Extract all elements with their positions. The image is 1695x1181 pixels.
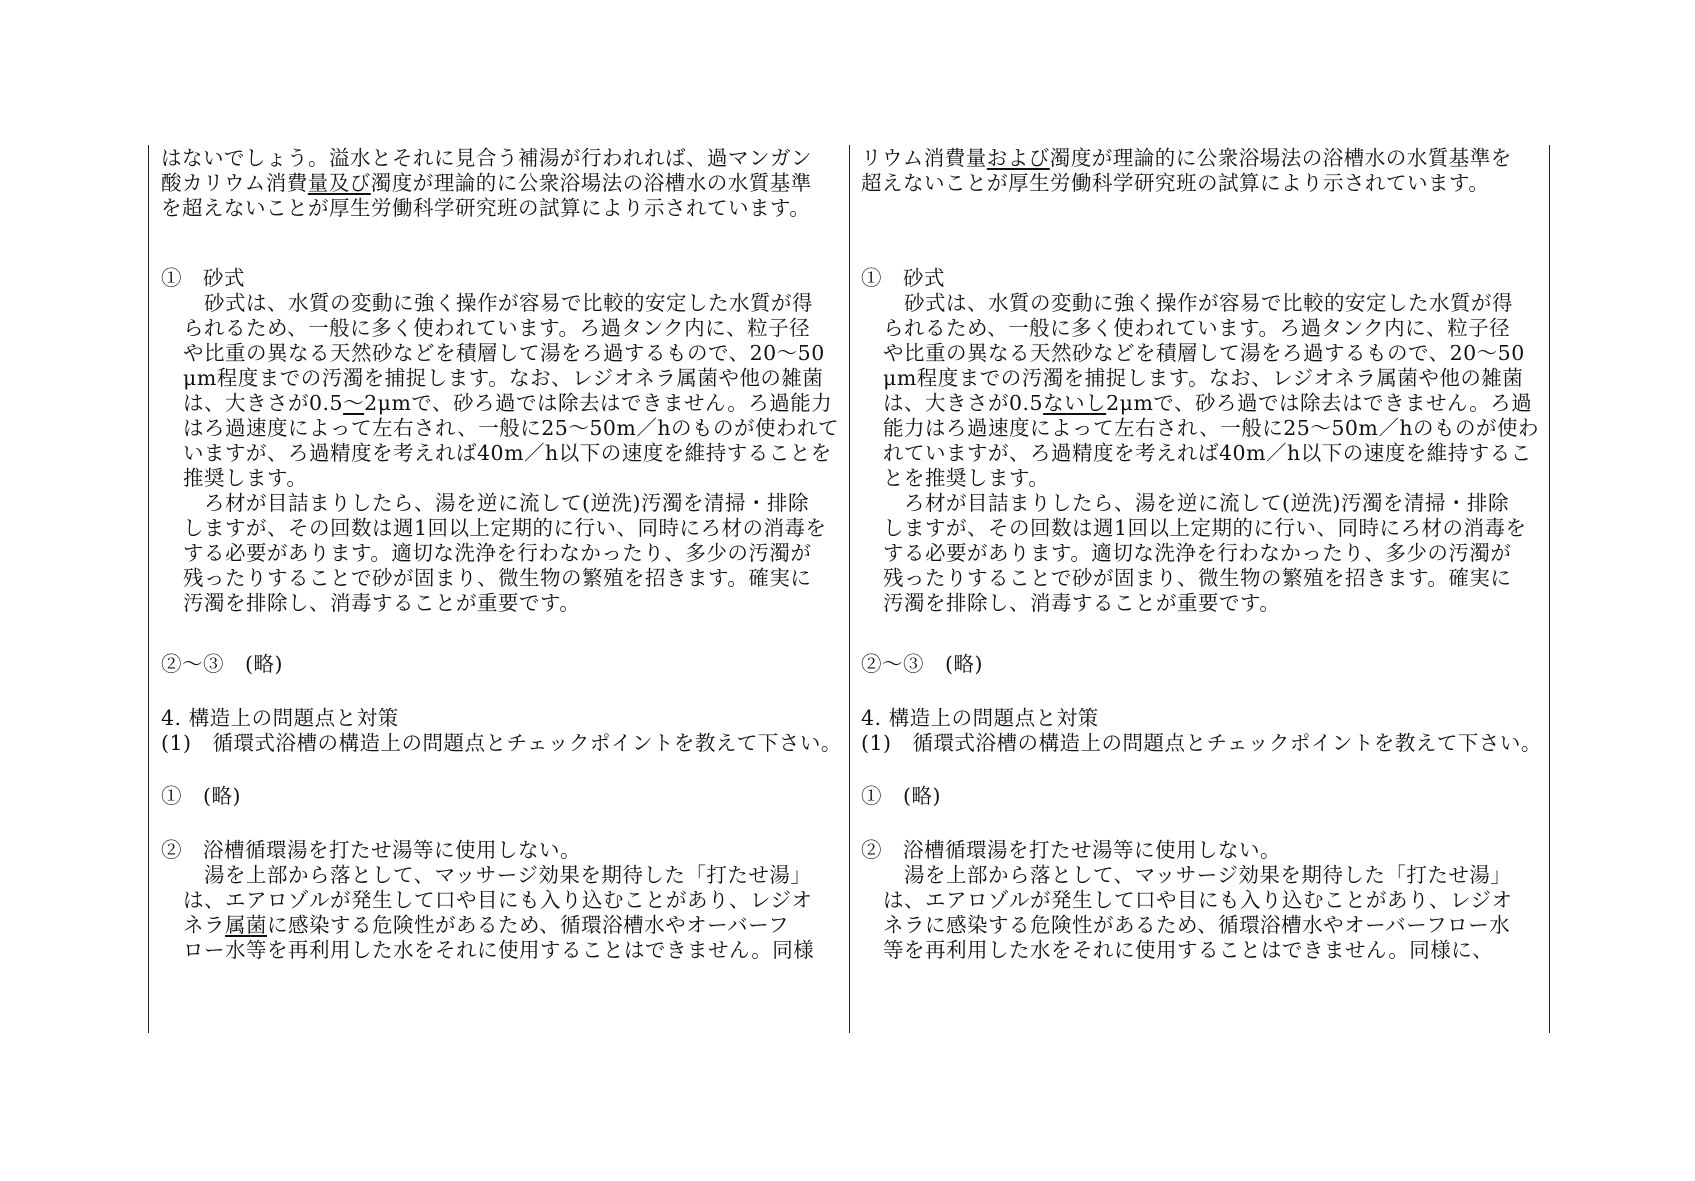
intro-line: リウム消費量および濁度が理論的に公衆浴場法の浴槽水の水質基準を	[861, 146, 1512, 170]
sand-paragraph-line: は、大きさが0.5～2μmで、砂ろ過では除去はできません。ろ過能力	[183, 391, 833, 415]
left-column	[161, 145, 843, 1033]
underlined-text: および	[986, 146, 1050, 170]
sand-paragraph-line: は、大きさが0.5ないし2μmで、砂ろ過では除去はできません。ろ過	[883, 391, 1533, 415]
item-heading: ② 浴槽循環湯を打たせ湯等に使用しない。	[861, 838, 1281, 862]
section-heading: 4. 構造上の問題点と対策	[161, 706, 399, 730]
sand-heading: ① 砂式	[161, 266, 245, 290]
underlined-text: 属菌	[225, 913, 267, 937]
sand-paragraph-line: はろ過速度によって左右され、一般に25～50m／hのものが使われて	[183, 416, 840, 440]
comparison-table	[148, 145, 1550, 1033]
intro-line: 超えないことが厚生労働科学研究班の試算により示されています。	[861, 171, 1490, 195]
underlined-text: ないし	[1043, 391, 1107, 415]
question-line: (1) 循環式浴槽の構造上の問題点とチェックポイントを教えて下さい。	[861, 731, 1542, 755]
omitted-item: ① (略)	[161, 784, 241, 808]
sand-paragraph-line: しますが、その回数は週1回以上定期的に行い、同時にろ材の消毒を	[183, 516, 827, 540]
sand-paragraph-line: 砂式は、水質の変動に強く操作が容易で比較的安定した水質が得	[183, 291, 813, 315]
underlined-text: 量及び	[307, 171, 371, 195]
item-body-line: ネラに感染する危険性があるため、循環浴槽水やオーバーフロー水	[883, 913, 1511, 937]
sand-paragraph-line: 能力はろ過速度によって左右され、一般に25～50m／hのものが使わ	[883, 416, 1540, 440]
item-body-line: 湯を上部から落として、マッサージ効果を期待した「打たせ湯」	[183, 863, 812, 887]
sand-paragraph-line: いますが、ろ過精度を考えれば40m／h以下の速度を維持することを	[183, 441, 832, 465]
sand-paragraph-line: や比重の異なる天然砂などを積層して湯をろ過するもので、20～50	[883, 341, 1525, 365]
item-body-line: ロー水等を再利用した水をそれに使用することはできません。同様	[183, 938, 815, 962]
sand-paragraph-line: μm程度までの汚濁を捕捉します。なお、レジオネラ属菌や他の雑菌	[883, 366, 1524, 390]
sand-paragraph-line: 砂式は、水質の変動に強く操作が容易で比較的安定した水質が得	[883, 291, 1513, 315]
omitted-items: ②～③ (略)	[161, 652, 283, 676]
intro-line: はないでしょう。溢水とそれに見合う補湯が行われれば、過マンガン	[161, 146, 812, 170]
item-body-line: ネラ属菌に感染する危険性があるため、循環浴槽水やオーバーフ	[183, 913, 790, 937]
sand-paragraph-line: しますが、その回数は週1回以上定期的に行い、同時にろ材の消毒を	[883, 516, 1527, 540]
sand-paragraph-line: ろ材が目詰まりしたら、湯を逆に流して(逆洗)汚濁を清掃・排除	[883, 491, 1509, 515]
sand-paragraph-line: られるため、一般に多く使われています。ろ過タンク内に、粒子径	[883, 316, 1511, 340]
question-line: (1) 循環式浴槽の構造上の問題点とチェックポイントを教えて下さい。	[161, 731, 842, 755]
sand-paragraph-line: 残ったりすることで砂が固まり、微生物の繁殖を招きます。確実に	[883, 566, 1512, 590]
sand-paragraph-line: られるため、一般に多く使われています。ろ過タンク内に、粒子径	[183, 316, 811, 340]
item-body-line: 等を再利用した水をそれに使用することはできません。同様に、	[883, 938, 1494, 962]
sand-paragraph-line: する必要があります。適切な洗浄を行わなかったり、多少の汚濁が	[183, 541, 812, 565]
intro-line: を超えないことが厚生労働科学研究班の試算により示されています。	[161, 196, 811, 220]
sand-paragraph-line: μm程度までの汚濁を捕捉します。なお、レジオネラ属菌や他の雑菌	[183, 366, 824, 390]
intro-line: 酸カリウム消費量及び濁度が理論的に公衆浴場法の浴槽水の水質基準	[161, 171, 812, 195]
sand-paragraph-line: れていますが、ろ過精度を考えれば40m／h以下の速度を維持するこ	[883, 441, 1532, 465]
sand-heading: ① 砂式	[861, 266, 945, 290]
right-column	[861, 145, 1543, 1033]
item-body-line: は、エアロゾルが発生して口や目にも入り込むことがあり、レジオ	[883, 888, 1513, 912]
sand-paragraph-line: 推奨します。	[183, 466, 308, 490]
sand-paragraph-line: ろ材が目詰まりしたら、湯を逆に流して(逆洗)汚濁を清掃・排除	[183, 491, 809, 515]
section-heading: 4. 構造上の問題点と対策	[861, 706, 1099, 730]
sand-paragraph-line: 残ったりすることで砂が固まり、微生物の繁殖を招きます。確実に	[183, 566, 812, 590]
omitted-items: ②～③ (略)	[861, 652, 983, 676]
item-heading: ② 浴槽循環湯を打たせ湯等に使用しない。	[161, 838, 581, 862]
sand-paragraph-line: や比重の異なる天然砂などを積層して湯をろ過するもので、20～50	[183, 341, 825, 365]
sand-paragraph-line: 汚濁を排除し、消毒することが重要です。	[883, 591, 1281, 615]
sand-paragraph-line: 汚濁を排除し、消毒することが重要です。	[183, 591, 581, 615]
column-divider	[849, 145, 850, 1033]
underlined-text: ～	[343, 391, 365, 415]
sand-paragraph-line: する必要があります。適切な洗浄を行わなかったり、多少の汚濁が	[883, 541, 1512, 565]
item-body-line: 湯を上部から落として、マッサージ効果を期待した「打たせ湯」	[883, 863, 1512, 887]
item-body-line: は、エアロゾルが発生して口や目にも入り込むことがあり、レジオ	[183, 888, 813, 912]
sand-paragraph-line: とを推奨します。	[883, 466, 1050, 490]
omitted-item: ① (略)	[861, 784, 941, 808]
